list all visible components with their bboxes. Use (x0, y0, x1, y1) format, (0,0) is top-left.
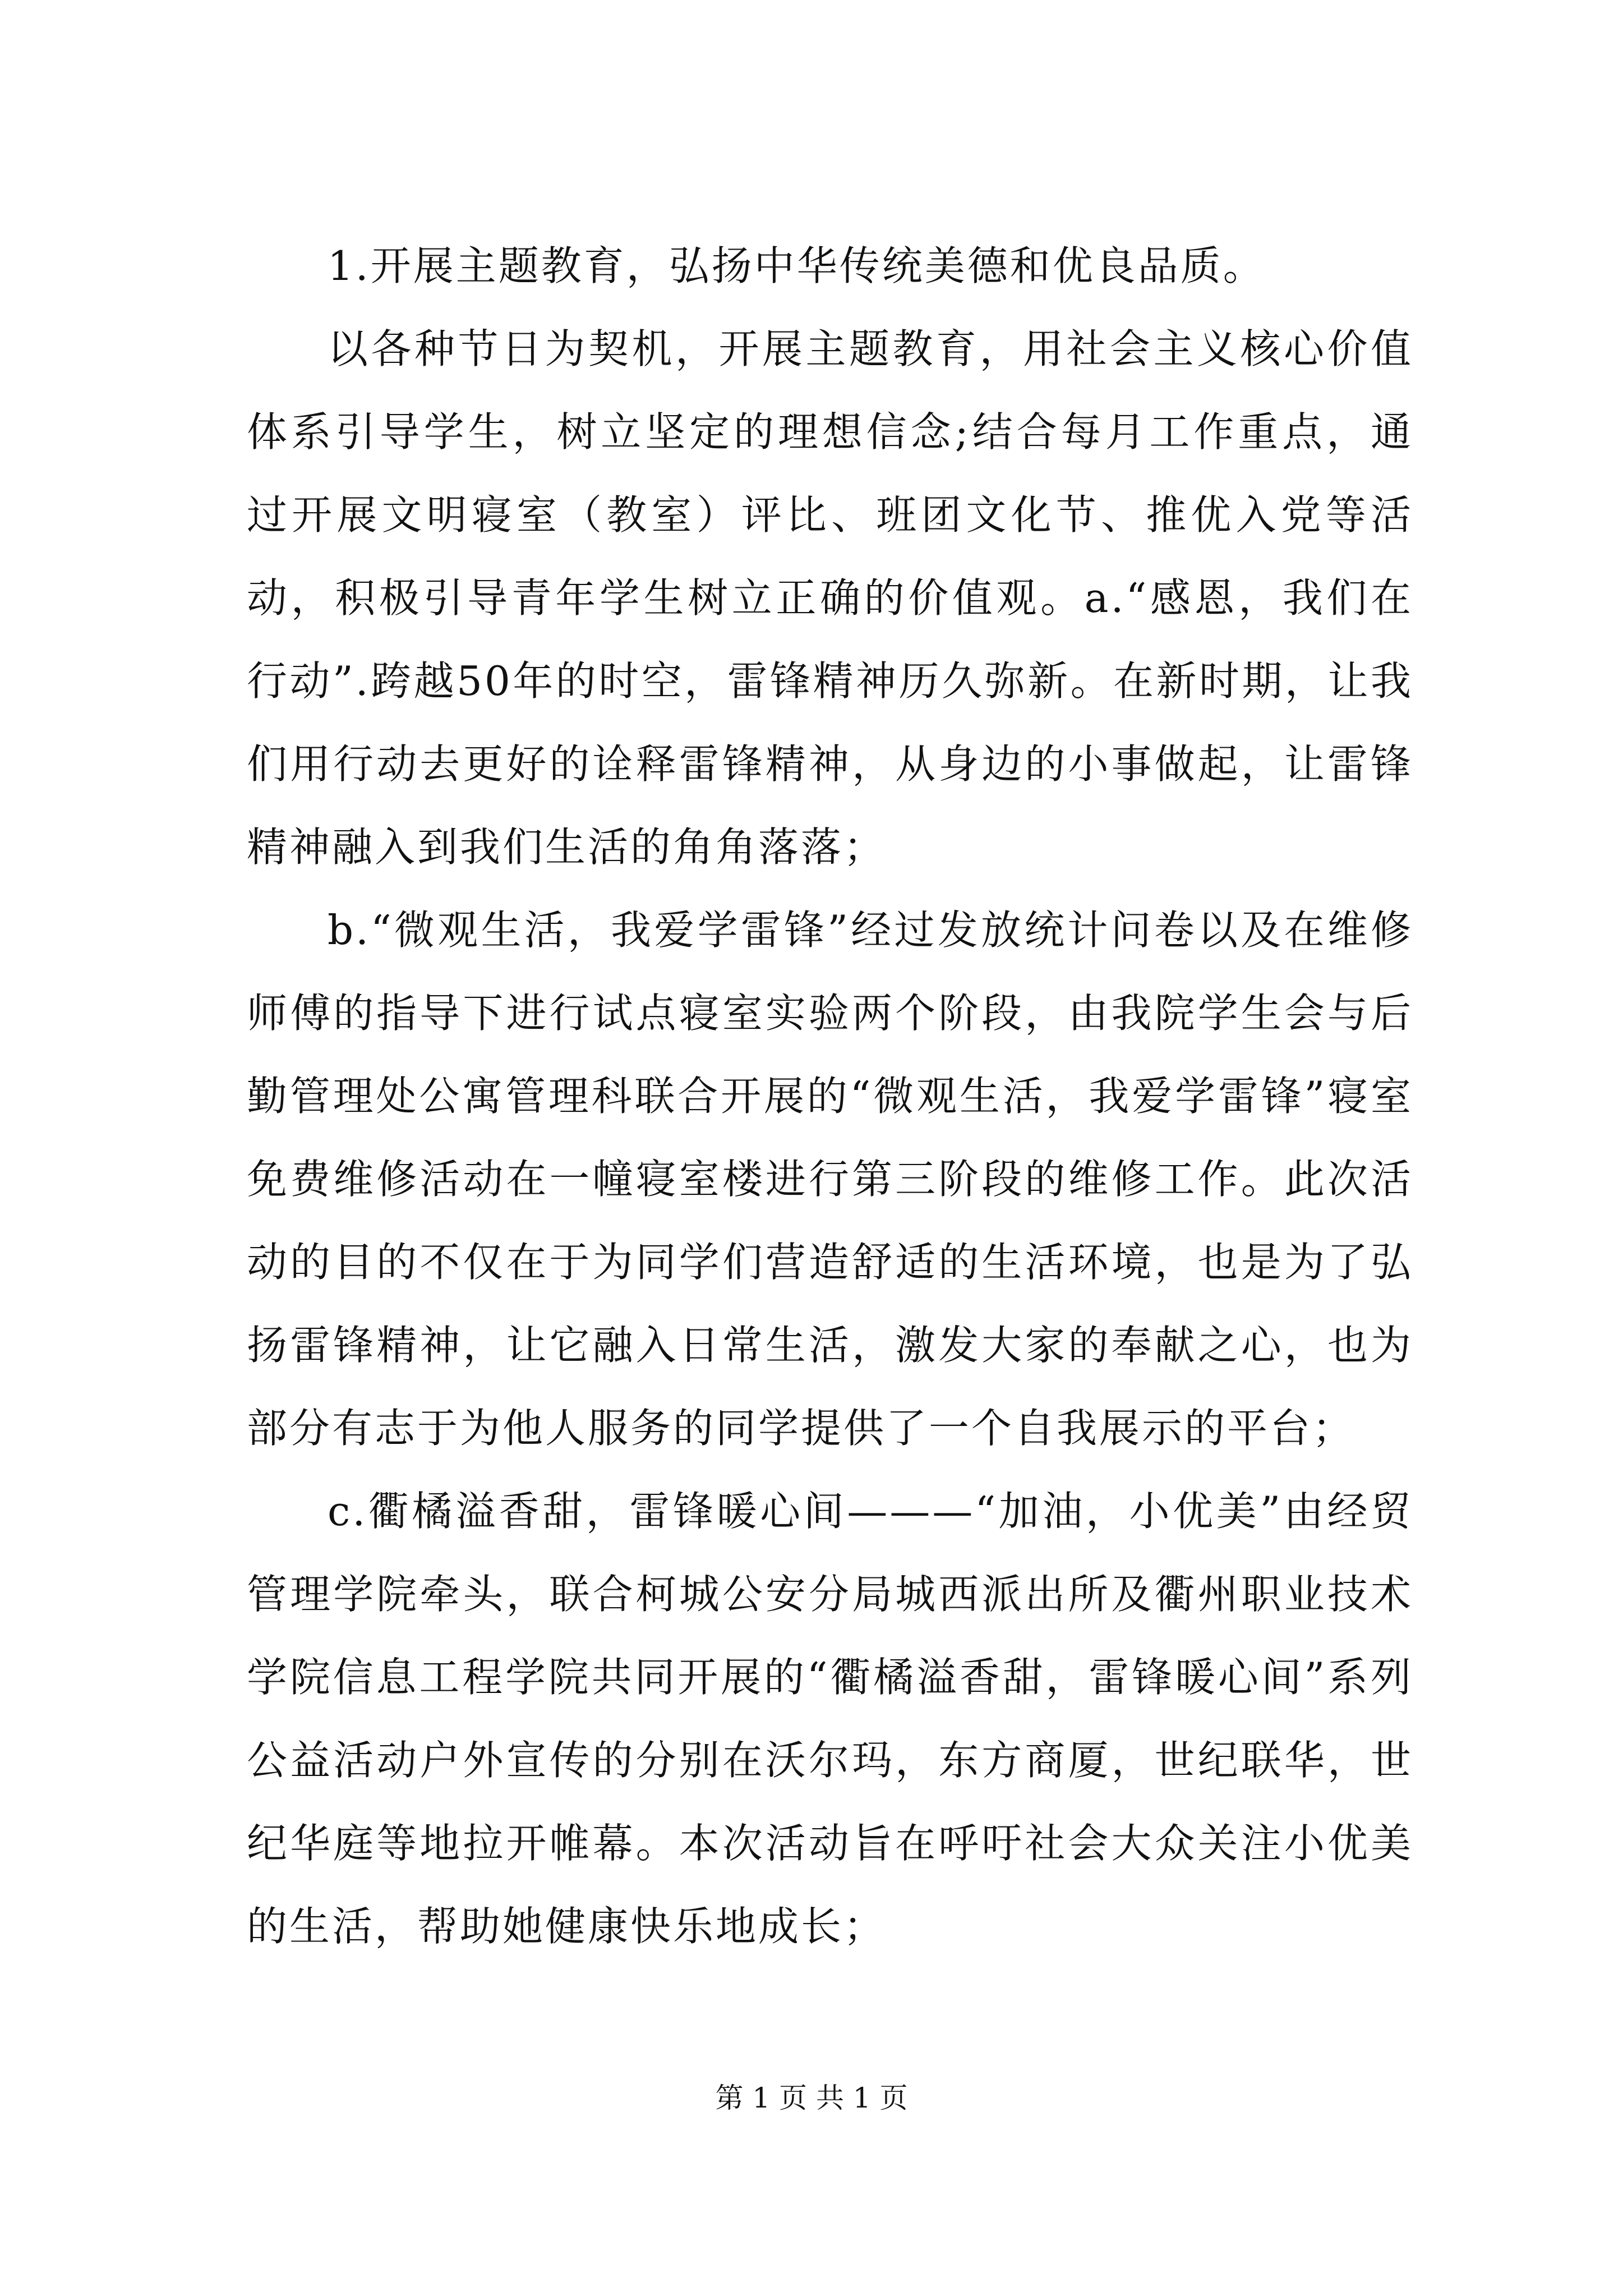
paragraph-heading-1: 1.开展主题教育，弘扬中华传统美德和优良品质。 (328, 242, 1266, 289)
paragraph-theme-education: 以各种节日为契机，开展主题教育，用社会主义核心价值体系引导学生，树立坚定的理想信念;结合每月工作重点，通过开展文明寝室（教室）评比、班团文化节、推优入党等活动，积极引导青年学生树立正确的价值观。a.“感恩，我们在行动”.跨越50年的时空，雷锋精神历久弥新。在新时期，让我们用行动去更好的诠释雷锋精神，从身边的小事做起，让雷锋精神融入到我们生活的角角落落； (247, 325, 1413, 871)
document-body (247, 224, 1413, 1968)
paragraph-item-b: b.“微观生活，我爱学雷锋”经过发放统计问卷以及在维修师傅的指导下进行试点寝室实验两个阶段，由我院学生会与后勤管理处公寓管理科联合开展的“微观生活，我爱学雷锋”寝室免费维修活动在一幢寝室楼进行第三阶段的维修工作。此次活动的目的不仅在于为同学们营造舒适的生活环境，也是为了弘扬雷锋精神，让它融入日常生活，激发大家的奉献之心，也为部分有志于为他人服务的同学提供了一个自我展示的平台； (247, 907, 1413, 1452)
paragraph-item-c: c.衢橘溢香甜，雷锋暖心间———“加油，小优美”由经贸管理学院牵头，联合柯城公安分局城西派出所及衢州职业技术学院信息工程学院共同开展的“衢橘溢香甜，雷锋暖心间”系列公益活动户外宣传的分别在沃尔玛，东方商厦，世纪联华，世纪华庭等地拉开帷幕。本次活动旨在呼吁社会大众关注小优美的生活，帮助她健康快乐地成长； (247, 1488, 1413, 1950)
page-footer: 第 1 页 共 1 页 (715, 2082, 908, 2114)
